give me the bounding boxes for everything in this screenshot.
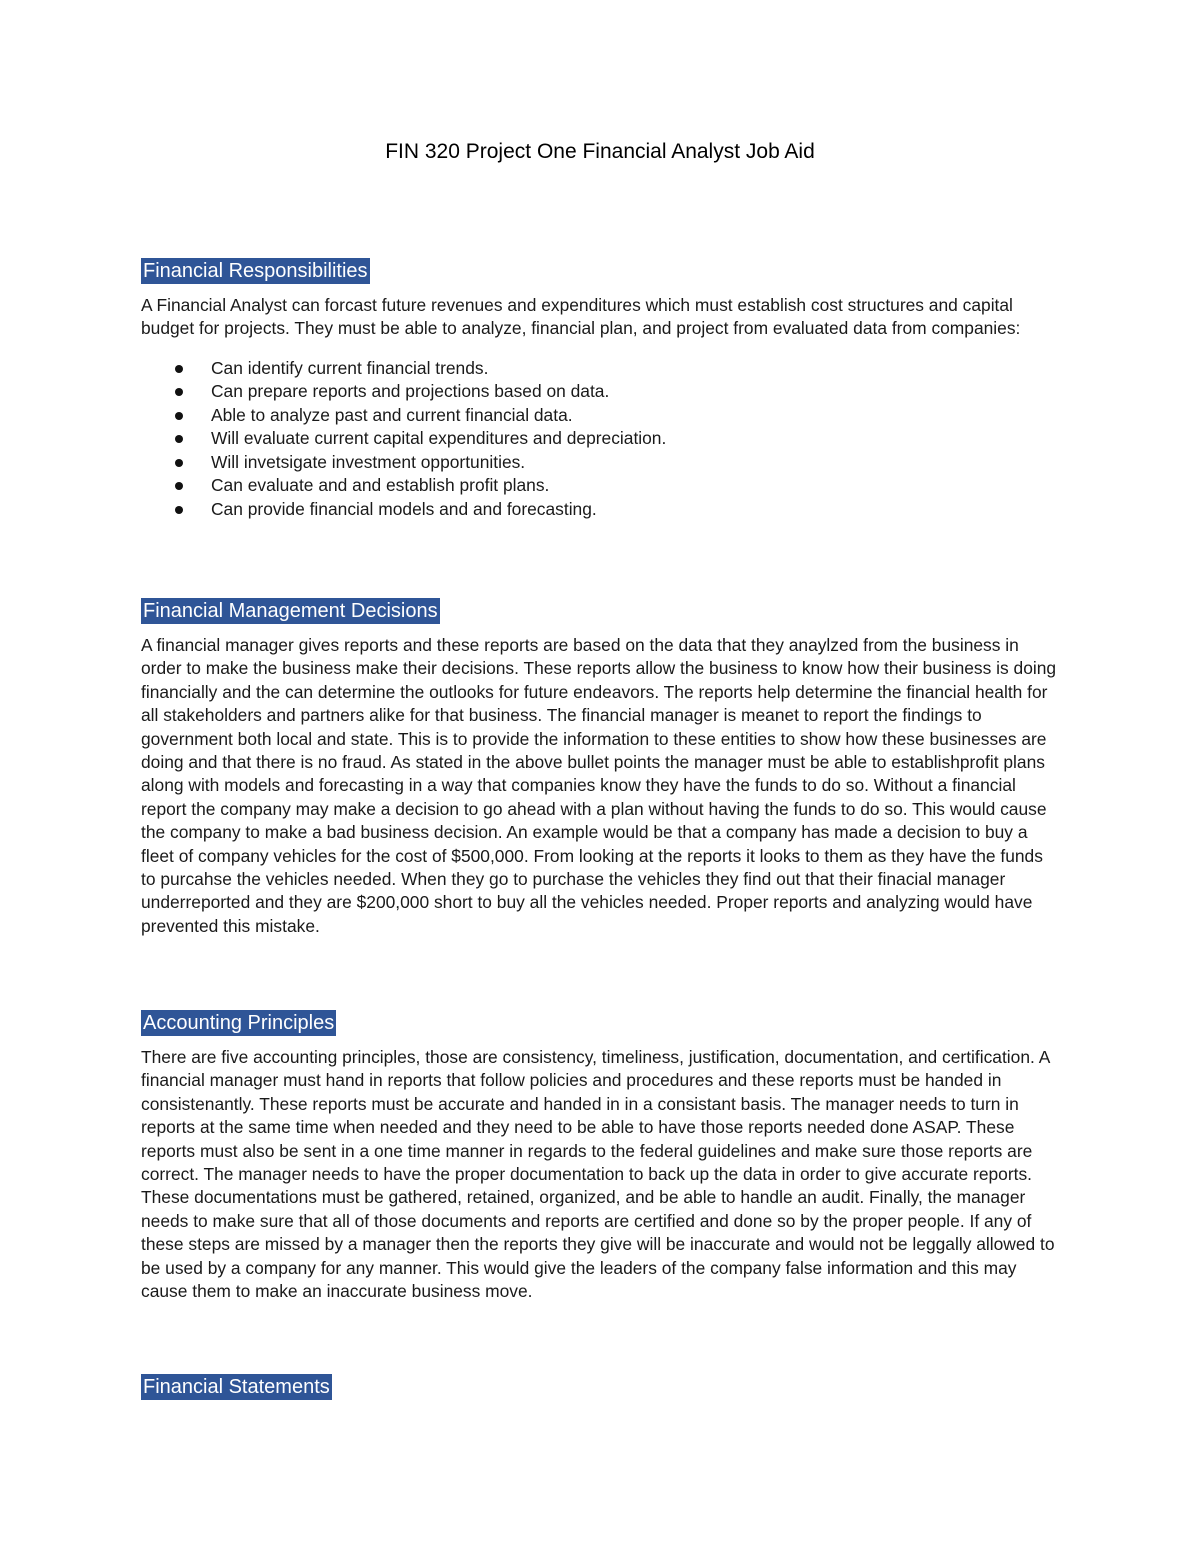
bullet-item <box>141 498 1061 522</box>
bullet-item <box>141 451 1061 475</box>
bullet-item <box>141 474 1061 498</box>
bullet-list <box>141 357 1061 522</box>
section-heading: Financial Responsibilities <box>143 260 368 282</box>
section-paragraph: A Financial Analyst can forcast future revenues and expenditures which must establish cost structures and capital budget for projects. They must be able to analyze, financial plan, and project from evaluated data from companies: <box>141 295 1021 339</box>
section-financial-statements <box>141 1374 1061 1400</box>
section-heading: Accounting Principles <box>143 1012 335 1034</box>
section-paragraph: There are five accounting principles, those are consistency, timeliness, justification, documentation, and certification. A financial manager must hand in reports that follow policies and procedures and these reports must be handed in consistenantly. These reports must be accurate and handed in in a consistant basis. The manager needs to turn in reports at the same time when needed and they need to be able to have those reports needed done ASAP. These reports must also be sent in a one time manner in regards to the federal guidelines and make sure those reports are correct. The manager needs to have the proper documentation to back up the data in order to give accurate reports. These documentations must be gathered, retained, organized, and be able to handle an audit. Finally, the manager needs to make sure that all of those documents and reports are certified and done so by the proper people. If any of these steps are missed by a manager then the reports they give will be inaccurate and would not be leggally allowed to be used by a company for any manner. This would give the leaders of the company false information and this may cause them to make an inaccurate business move. <box>141 1047 1055 1302</box>
bullet-text: Able to analyze past and current financial data. <box>211 404 573 425</box>
bullet-item <box>141 380 1061 404</box>
bullet-icon <box>175 388 183 396</box>
bullet-icon <box>175 412 183 420</box>
bullet-text: Can provide financial models and and forecasting. <box>211 498 597 519</box>
bullet-item <box>141 357 1061 381</box>
section-heading: Financial Management Decisions <box>143 600 438 622</box>
bullet-icon <box>175 435 183 443</box>
bullet-icon <box>175 365 183 373</box>
bullet-item <box>141 404 1061 428</box>
bullet-item <box>141 427 1061 451</box>
document-title: FIN 320 Project One Financial Analyst Job Aid <box>385 140 815 163</box>
bullet-text: Can prepare reports and projections based on data. <box>211 381 610 402</box>
bullet-icon <box>175 459 183 467</box>
bullet-text: Will evaluate current capital expenditures and depreciation. <box>211 428 667 449</box>
bullet-text: Will invetsigate investment opportunities. <box>211 451 526 472</box>
section-heading: Financial Statements <box>143 1376 330 1398</box>
section-accounting-principles <box>141 1010 1061 1303</box>
section-financial-responsibilities <box>141 258 1061 521</box>
section-financial-management-decisions <box>141 598 1061 938</box>
bullet-text: Can identify current financial trends. <box>211 357 489 378</box>
section-paragraph: A financial manager gives reports and these reports are based on the data that they anaylzed from the business in order to make the business make their decisions. These reports allow the business to know how their business is doing financially and the can determine the outlooks for future endeavors. The reports help determine the financial health for all stakeholders and partners alike for that business. The financial manager is meanet to report the findings to government both local and state. This is to provide the information to these entities to show how these businesses are doing and that there is no fraud. As stated in the above bullet points the manager must be able to establishprofit plans along with models and forecasting in a way that companies know they have the funds to do so. Without a financial report the company may make a decision to go ahead with a plan without having the funds to do so. This would cause the company to make a bad business decision. An example would be that a company has made a decision to buy a fleet of company vehicles for the cost of $500,000. From looking at the reports it looks to them as they have the funds to purcahse the vehicles needed. When they go to purchase the vehicles they find out that their finacial manager underreported and they are $200,000 short to buy all the vehicles needed. Proper reports and analyzing would have prevented this mistake. <box>141 635 1057 936</box>
bullet-text: Can evaluate and and establish profit plans. <box>211 475 550 496</box>
bullet-icon <box>175 506 183 514</box>
bullet-icon <box>175 482 183 490</box>
